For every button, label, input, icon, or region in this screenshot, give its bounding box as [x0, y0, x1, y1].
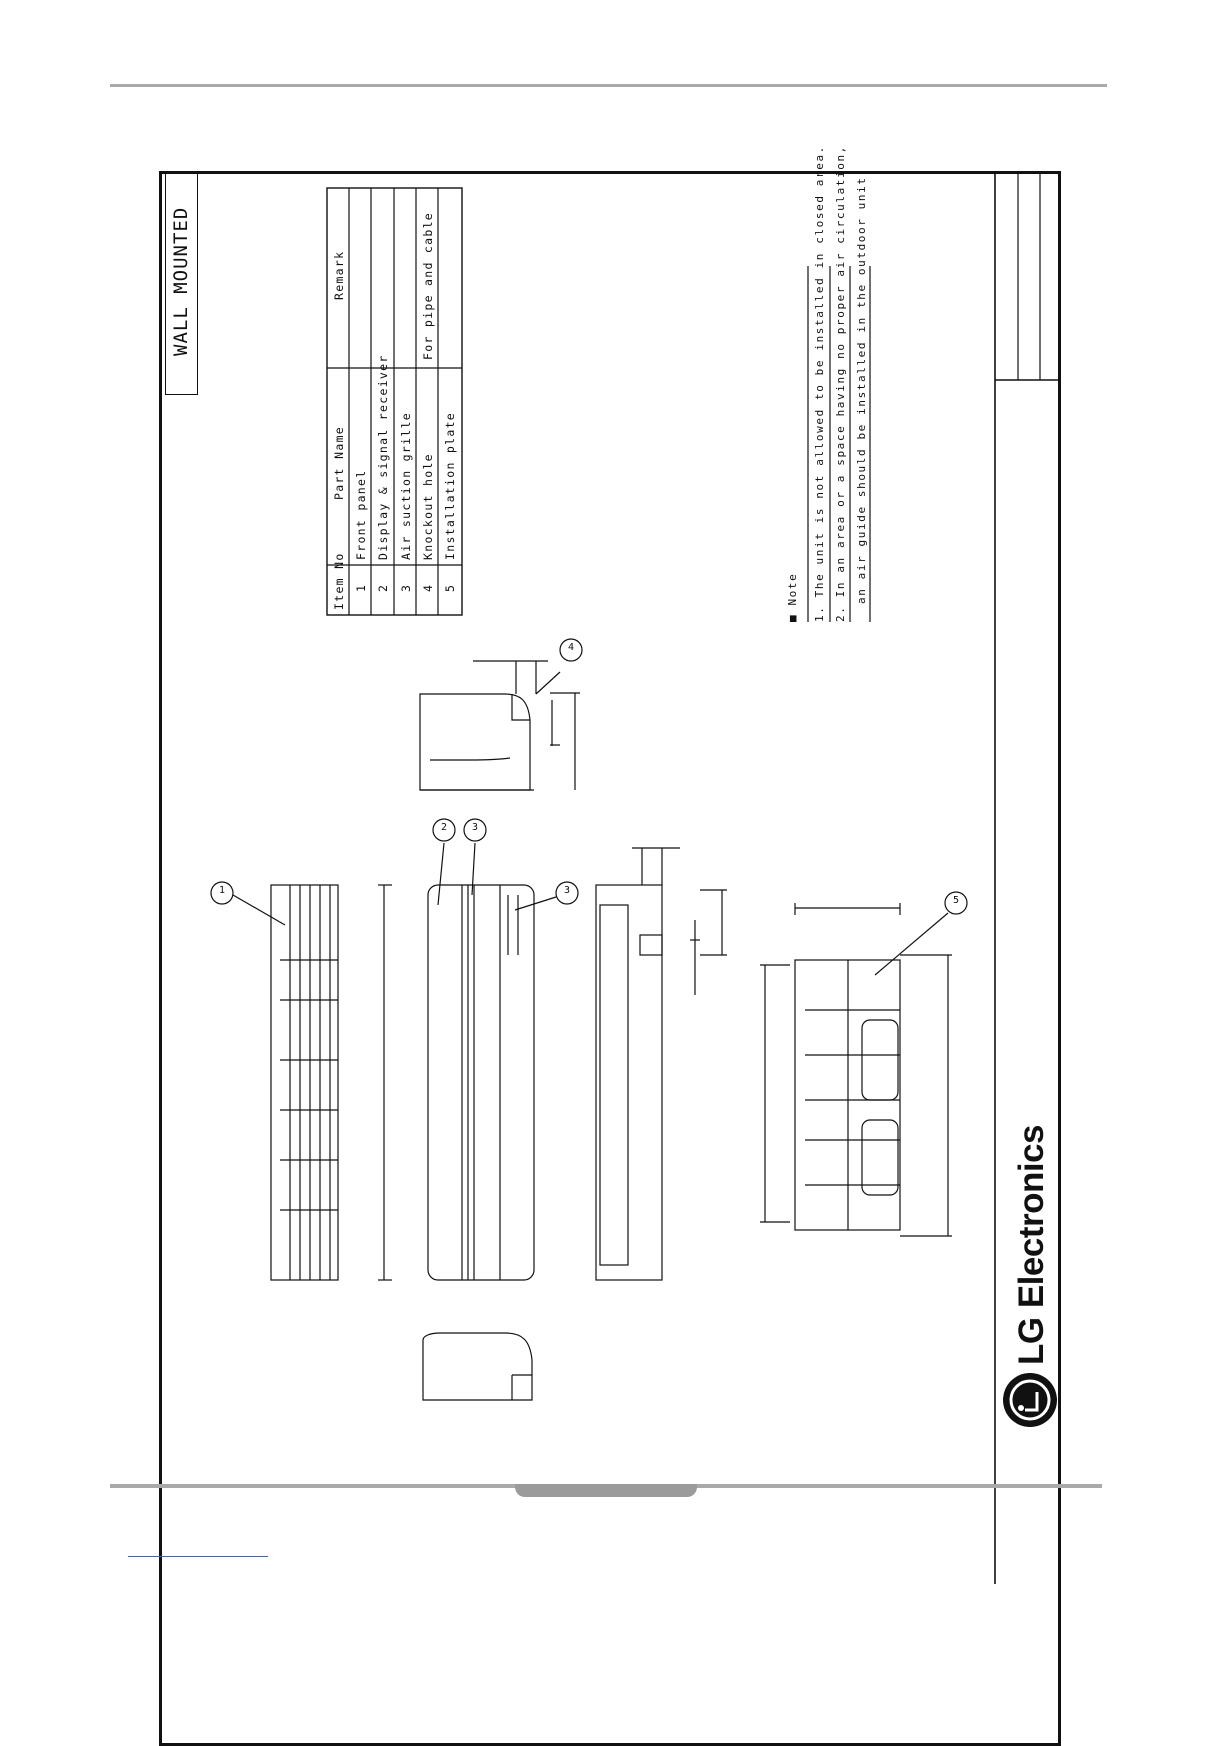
- table-row-5-name: Installation plate: [443, 411, 457, 560]
- side-view-top: [420, 694, 530, 790]
- table-header-item-no: Item No: [332, 552, 346, 610]
- side-view-bottom: [423, 1333, 532, 1400]
- footer-link-underline: [128, 1556, 268, 1557]
- table-row-1-no: 1: [354, 583, 368, 592]
- table-row-3-no: 3: [399, 583, 413, 592]
- table-row-2-no: 2: [376, 583, 390, 592]
- table-row-4-name: Knockout hole: [421, 453, 435, 560]
- callout-3a: 1: [218, 885, 226, 896]
- table-row-2-name: Display & signal receiver: [376, 354, 390, 560]
- callout-1: 2: [440, 822, 448, 833]
- note-line-3: an air guide should be installed in the outdoor unit.: [855, 168, 868, 604]
- brand-name: LG Electronics: [1012, 1124, 1051, 1365]
- callout-5: 5: [952, 895, 960, 906]
- table-header-part-name: Part Name: [332, 425, 346, 500]
- callout-2: 3: [563, 885, 571, 896]
- note-bullet-icon: ■: [786, 605, 799, 622]
- callout-4: 4: [567, 642, 575, 653]
- note-line-1: 1. The unit is not allowed to be installed in closed area.: [813, 145, 826, 622]
- callout-3b: 3: [471, 822, 479, 833]
- table-row-4-no: 4: [421, 583, 435, 592]
- bottom-view: [596, 885, 662, 1280]
- table-row-1-name: Front panel: [354, 469, 368, 560]
- note-line-2: 2. In an area or a space having no proper air circulation,: [834, 145, 847, 622]
- table-row-3-name: Air suction grille: [399, 411, 413, 560]
- drawing-title: WALL MOUNTED: [170, 206, 192, 356]
- table-row-4-remark: For pipe and cable: [421, 211, 435, 360]
- table-header-remark: Remark: [332, 250, 346, 300]
- rear-view: [271, 885, 338, 1280]
- table-row-5-no: 5: [443, 583, 457, 592]
- footer-tab: [515, 1484, 697, 1497]
- lg-logo-icon: [1003, 1373, 1057, 1427]
- note-heading: ■ Note: [786, 572, 799, 622]
